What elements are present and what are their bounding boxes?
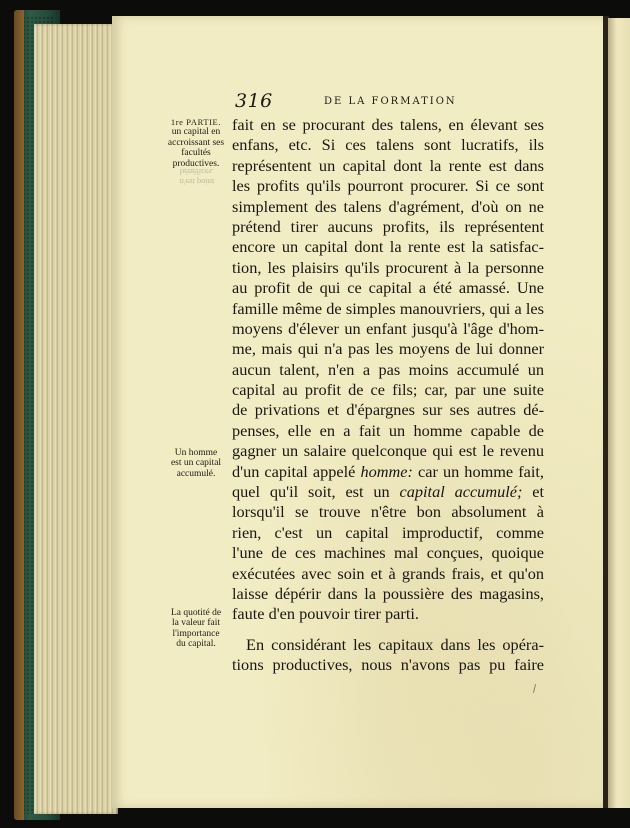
text-segment: car un homme fait, [412,461,544,481]
show-through-line: n'est point [179,177,215,187]
cover-binding-edge [14,10,24,820]
text-line: En considérant les capitaux dans les opéra- [246,634,544,654]
text-line: aucun talent, n'en a pas moins accumulé un [232,359,544,379]
margin-note-line: l'importance [172,628,220,639]
text-line: encore un capital dont la rente est la satisfac- [232,237,544,257]
text-line: moyens d'élever un enfant jusqu'à l'âge d'hom- [232,318,544,338]
text-line: gagner un salaire quelconque qui est le revenu [232,441,544,461]
show-through-line: bénéfices. [179,167,215,177]
text-line: exécutées avec soin et à grands frais, et qu'on [232,563,544,583]
margin-note-line: accroissant ses [167,137,225,148]
text-line: famille même de simples manouvriers, qui a les [232,298,544,318]
adjacent-page-edge [608,18,630,808]
text-segment: quel qu'il soit, est un [232,482,400,502]
text-line: laisse dépérir dans la poussière des magasins, [232,583,544,603]
margin-note-line: Un homme [174,448,218,458]
text-segment: et [522,482,544,502]
text-line-homme [232,462,544,482]
margin-note-line: 1re PARTIE. [170,117,222,127]
text-line: capital au profit de ce fils; car, par une suite [232,380,544,400]
margin-note-quotite-valeur [164,608,228,650]
italic-term-capital-accumule: capital accumulé; [399,482,523,502]
text-line: de privations et d'épargnes sur ses autres dé- [232,400,544,420]
text-line: lorsqu'il se trouve n'être bon absolument à [232,502,544,522]
margin-note-homme-capital [164,448,228,479]
text-line-capital-accumule [232,482,544,502]
margin-note-capital-facultes [164,117,228,169]
page-edges [34,24,118,814]
text-line: tions productives, nous n'avons pas pu faire [232,655,544,675]
text-line: les profits qu'ils pourront procurer. Si ce sont [232,176,544,196]
margin-note-line: la valeur fait [171,618,220,629]
margin-note-line: productives. [172,158,220,169]
margin-note-line: est un capital [170,458,222,469]
body-text [232,115,544,676]
margin-note-line: accumulé. [176,468,216,479]
text-line-last: faute d'en pouvoir tirer parti. [232,604,419,624]
text-line: rien, c'est un capital improductif, comme [232,522,544,542]
text-line: me, mais qui n'a pas les moyens de lui donner [232,339,544,359]
text-segment: d'un capital appelé [232,461,361,481]
paragraph-gap [232,625,544,635]
running-title: DE LA FORMATION [324,96,457,107]
page-number: 316 [235,90,273,112]
text-line: représentent un capital dont la rente est dans [232,155,544,175]
page-header [235,90,595,112]
italic-term-homme: homme: [360,461,413,481]
text-line: penses, elle en a fait un homme capable de [232,420,544,440]
text-line: tion, les plaisirs qu'ils procurent à la personne [232,257,544,277]
margin-note-line: un capital en [171,127,221,138]
margin-note-line: du capital. [176,639,216,650]
show-through-note [166,167,228,187]
text-line: enfans, etc. Si ces talens sont lucratifs, ils [232,135,544,155]
margin-note-line: La quotité de [170,608,222,618]
text-line: fait en se procurant des talens, en élevant ses [232,115,544,134]
text-line: simplement des talens d'agrément, d'où on ne [232,196,544,216]
text-line: au profit de qui ce capital a été amassé. Une [232,278,544,298]
margin-note-line: facultés [181,148,211,159]
text-line: prétend tirer aucuns profits, ils représentent [232,216,544,236]
text-line: l'une de ces machines mal conçues, quoique [232,543,544,563]
